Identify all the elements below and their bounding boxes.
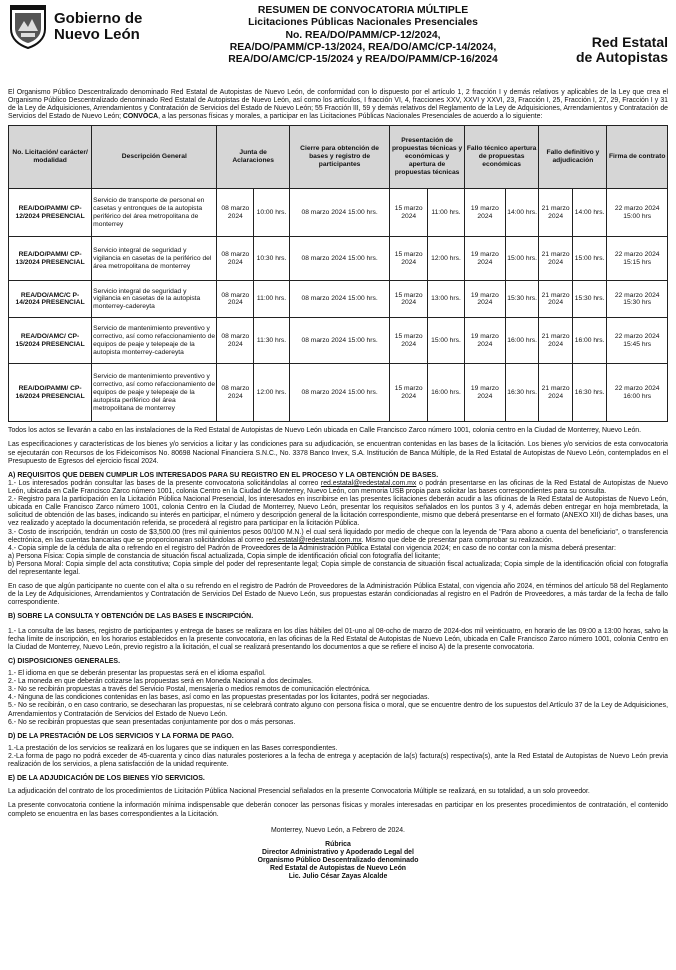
- clarification-date: 08 marzo 2024: [217, 237, 254, 281]
- technical-ruling-date: 19 marzo 2024: [464, 237, 505, 281]
- final-ruling-time: 16:30 hrs.: [572, 364, 607, 422]
- section-a-item-1: [8, 480, 668, 496]
- section-a-item-4b: b) Persona Moral: Copia simple del acta constitutiva; Copia simple del poder del representante legal; Copia simple de constancia de situación fiscal actualizada; Copia simple de la identificación oficial con fotografía del representante legal.: [8, 560, 668, 576]
- col-header: No. Licitación/ carácter/ modalidad: [9, 126, 92, 189]
- section-a-item-1-text-end: o podrán presentarse en las oficinas de la Red Estatal de Autopistas de Nuevo León, ubicada en Calle Francisco Zarco número 1001, colonia Centro en la Ciudad de Monterrey, Nuevo León, con memoria USB propia para solicitar las bases correspondientes para su consulta.: [8, 479, 668, 496]
- table-row: [9, 237, 668, 281]
- section-a-item-2: 2.- Registro para la participación en la Licitación Pública Nacional Presencial, los interesados en inscribirse en las presentes licitaciones deberán acudir a las oficinas de la Red Estatal de Autopistas de Nuevo León, ubicada en Calle Francisco Zarco número 1001, colonia Centro en la Ciudad de Monterrey, Nuevo León, presentar los requisitos señalados en los puntos 3 y 4, además deben entregar en hoja membretada, la solicitud de obtención de las bases, indicando su interés en participar, el número y descripción general de la licitación correspondiente, mismo que deberá presentarse en el formato (ANEXO XII) de dichas bases, una vez realizado y aceptado la documentación referida, se procederá al registro para participar en la licitación Pública.: [8, 496, 668, 528]
- clarification-time: 11:00 hrs.: [254, 281, 290, 318]
- section-a-item-3: [8, 529, 668, 545]
- contract-signing: 22 marzo 2024 15:30 hrs: [607, 281, 668, 318]
- place-date: Monterrey, Nuevo León, a Febrero de 2024.: [271, 826, 405, 834]
- section-d-item: 1.-La prestación de los servicios se realizará en los lugares que se indiquen en las Bases correspondientes.: [8, 744, 338, 752]
- section-d: [8, 733, 668, 769]
- org-logo: [558, 35, 668, 65]
- tender-table: [8, 125, 668, 422]
- intro-convoca: CONVOCA: [122, 113, 159, 121]
- proposal-time: 12:00 hrs.: [428, 237, 465, 281]
- tender-description: Servicio de mantenimiento preventivo y correctivo, así como refaccionamiento de equipos de peaje y telepeaje de la autopista periférico del área metropolitana de monterrey: [92, 364, 217, 422]
- final-ruling-time: 14:00 hrs.: [572, 189, 607, 237]
- title-line: REA/DO/AMC/CP-15/2024 y REA/DO/PAMM/CP-16/2024: [228, 54, 498, 66]
- gov-logo-line1: Gobierno de: [54, 10, 143, 27]
- registration-close: 08 marzo 2024 15:00 hrs.: [289, 318, 389, 364]
- tender-number: REA/DO/PAMM/ CP-12/2024 PRESENCIAL: [9, 189, 92, 237]
- intro-paragraph: [8, 89, 668, 121]
- proposal-date: 15 marzo 2024: [390, 281, 428, 318]
- col-header: Fallo técnico apertura de propuestas económicas: [464, 126, 539, 189]
- section-d-item: 2.-La forma de pago no podrá exceder de 45-cuarenta y cinco días naturales posteriores a la fecha de entrega y aceptación de la(s) factura(s) respectiva(s), ante la Red Estatal de Autopistas de Nuevo León previa realización de los servicios, a plena satisfacción de la unidad requirente.: [8, 753, 668, 769]
- table-row: [9, 281, 668, 318]
- tender-number: REA/DO/PAMM/ CP-16/2024 PRESENCIAL: [9, 364, 92, 422]
- intro-text2: , a las personas físicas y morales, a participar en las Licitaciones Públicas Nacionales Presenciales de acuerdo a lo siguiente:: [158, 113, 543, 121]
- contract-signing: 22 marzo 2024 16:00 hrs: [607, 364, 668, 422]
- signature-block: [8, 827, 668, 882]
- final-ruling-time: 16:00 hrs.: [572, 318, 607, 364]
- proposal-time: 15:00 hrs.: [428, 318, 465, 364]
- clarification-time: 11:30 hrs.: [254, 318, 290, 364]
- clarification-date: 08 marzo 2024: [217, 281, 254, 318]
- tender-description: Servicio integral de seguridad y vigilancia en casetas de la periférico del área metropolitana de monterrey: [92, 237, 217, 281]
- proposal-date: 15 marzo 2024: [390, 364, 428, 422]
- final-ruling-time: 15:30 hrs.: [572, 281, 607, 318]
- section-e-paragraph-1: La adjudicación del contrato de los procedimientos de Licitación Pública Nacional Presencial señalados en la presente Convocatoria Múltiple se realizará, en su totalidad, a un solo proveedor.: [8, 788, 590, 796]
- tender-number: REA/DO/AMC/ CP-15/2024 PRESENCIAL: [9, 318, 92, 364]
- final-ruling-date: 21 marzo 2024: [539, 364, 572, 422]
- col-header: Firma de contrato: [607, 126, 668, 189]
- signature-line: Organismo Público Descentralizado denominado: [257, 856, 419, 864]
- technical-ruling-time: 15:00 hrs.: [505, 237, 538, 281]
- tender-number: REA/DO/AMC/C P-14/2024 PRESENCIAL: [9, 281, 92, 318]
- technical-ruling-time: 16:30 hrs.: [505, 364, 538, 422]
- section-e: [8, 775, 668, 818]
- tender-description: Servicio integral de seguridad y vigilancia en casetas de la autopista monterrey-cadereyta: [92, 281, 217, 318]
- technical-ruling-date: 19 marzo 2024: [464, 281, 505, 318]
- notice-title: [168, 5, 558, 66]
- technical-ruling-time: 16:00 hrs.: [505, 318, 538, 364]
- intro-text: El Organismo Público Descentralizado denominado Red Estatal de Autopistas de Nuevo León, de conformidad con lo dispuesto por el artículo 1, 2 fracción I y demás relativos y aplicables de la Ley que crea el Organismo Público Descentralizado denominado Red Estatal de Autopistas de Nuevo León, así como los artículos, I fracción VI, 4, fracciones XXV, XXVI y XXVI, 23, Fracción I, 25, Fracción I, 27, 29, Fracción I y 31 de la Ley de Adquisiciones, Arrendamientos y Contratación de Servicios del Estado de Nuevo León; 55 Fracción III, 59 y demás relativos del Reglamento de la Ley de Adquisiciones, Arrendamientos y Contratación de Servicios del Estado de Nuevo León;: [8, 89, 668, 121]
- registration-close: 08 marzo 2024 15:00 hrs.: [289, 237, 389, 281]
- col-header: Junta de Aclaraciones: [217, 126, 289, 189]
- tender-number: REA/DO/PAMM/ CP-13/2024 PRESENCIAL: [9, 237, 92, 281]
- notice-page: [8, 5, 668, 960]
- registration-close: 08 marzo 2024 15:00 hrs.: [289, 364, 389, 422]
- contract-signing: 22 marzo 2024 15:00 hrs: [607, 189, 668, 237]
- final-ruling-time: 15:00 hrs.: [572, 237, 607, 281]
- proposal-time: 11:00 hrs.: [428, 189, 465, 237]
- final-ruling-date: 21 marzo 2024: [539, 281, 572, 318]
- clarification-time: 10:00 hrs.: [254, 189, 290, 237]
- proposal-time: 13:00 hrs.: [428, 281, 465, 318]
- title-line: REA/DO/PAMM/CP-13/2024, REA/DO/AMC/CP-14/2024,: [229, 41, 497, 53]
- technical-ruling-date: 19 marzo 2024: [464, 318, 505, 364]
- org-line2: de Autopistas: [575, 49, 668, 65]
- email-link[interactable]: red.estatal@redestatal.com.mx: [320, 479, 417, 487]
- section-c-item: 6.- No se recibirán propuestas que sean presentadas conjuntamente por dos o más personas.: [8, 718, 296, 726]
- gov-logo-line2: Nuevo León: [54, 26, 140, 43]
- section-a-item-4a: a) Persona Física: Copia simple de constancia de situación fiscal actualizada, Copia simple de identificación oficial con fotografía del licitante;: [8, 552, 441, 560]
- section-a-item-4: 4.- Copia simple de la cédula de alta o refrendo en el registro del Padrón de Proveedores de la Administración Pública Estatal con vigencia 2024; en caso de no contar con la misma deberá presentar:: [8, 544, 616, 552]
- org-line1: Red Estatal: [591, 34, 668, 50]
- state-seal-icon: [8, 5, 48, 49]
- section-a-note: En caso de que algún participante no cuente con el alta o su refrendo en el registro de Padrón de Proveedores de la Administración Pública Estatal, con vigencia año 2024, en términos del artículo 58 del Reglamento de la Ley de Adquisiciones, Arrendamientos y Contratación de Servicios Del Estado de Nuevo León, sus propuestas estarán condicionadas al registro en el Padrón de Proveedores, a más tardar de la fecha de fallo correspondiente.: [8, 583, 668, 607]
- email-link[interactable]: red.estatal@redestatal.com.mx: [266, 536, 362, 544]
- title-line: Licitaciones Públicas Nacionales Presenciales: [248, 17, 478, 29]
- section-e-title: E) DE LA ADJUDICACIÓN DE LOS BIENES Y/O SERVICIOS.: [8, 775, 205, 783]
- table-row: [9, 364, 668, 422]
- table-row: [9, 189, 668, 237]
- final-ruling-date: 21 marzo 2024: [539, 237, 572, 281]
- col-header: Fallo definitivo y adjudicación: [539, 126, 607, 189]
- registration-close: 08 marzo 2024 15:00 hrs.: [289, 189, 389, 237]
- government-logo: [8, 5, 168, 49]
- section-e-paragraph-2: La presente convocatoria contiene la información mínima indispensable que deberán conocer las personas físicas y morales interesadas en participar en los presentes procedimientos de contratación, el contenido completo se encuentra en las bases correspondientes a la Licitación.: [8, 802, 668, 818]
- signature-line: Director Administrativo y Apoderado Legal del: [262, 848, 414, 856]
- clarification-date: 08 marzo 2024: [217, 364, 254, 422]
- final-ruling-date: 21 marzo 2024: [539, 318, 572, 364]
- section-a: [8, 472, 668, 608]
- technical-ruling-time: 15:30 hrs.: [505, 281, 538, 318]
- table-row: [9, 318, 668, 364]
- proposal-date: 15 marzo 2024: [390, 237, 428, 281]
- clarification-date: 08 marzo 2024: [217, 189, 254, 237]
- signature-line: Red Estatal de Autopistas de Nuevo León: [269, 865, 407, 873]
- section-c-item: 3.- No se recibirán propuestas a través del Servicio Postal, mensajería o medios remotos de comunicación electrónica.: [8, 686, 371, 694]
- section-a-item-3-text: 3.- Costo de inscripción, tendrán un costo de $3,500.00 (tres mil quinientos pesos 00/100 M.N.) el cual será liquidado por medio de cheque con la leyenda de "Para abono a cuenta del beneficiario", o transferencia electrónica, en las cuentas bancarias que se proporcionaran solicitándolas al correo: [8, 528, 668, 544]
- contract-signing: 22 marzo 2024 15:15 hrs: [607, 237, 668, 281]
- section-c-item: 2.- La moneda en que deberán cotizarse las propuestas será en Moneda Nacional a dos decimales.: [8, 678, 313, 686]
- section-c-item: 4.- Ninguna de las condiciones contenidas en las bases, así como en las propuestas presentadas por los licitantes, podrá ser negociadas.: [8, 694, 430, 702]
- technical-ruling-time: 14:00 hrs.: [505, 189, 538, 237]
- final-ruling-date: 21 marzo 2024: [539, 189, 572, 237]
- col-header: Cierre para obtención de bases y registro de participantes: [289, 126, 389, 189]
- section-a-title: A) REQUISITOS QUE DEBEN CUMPLIR LOS INTERESADOS PARA SU REGISTRO EN EL PROCESO Y LA OBTENCIÓN DE BASES.: [8, 471, 439, 479]
- section-b: [8, 613, 668, 651]
- signature-line: Rúbrica: [325, 840, 351, 848]
- clarification-date: 08 marzo 2024: [217, 318, 254, 364]
- proposal-date: 15 marzo 2024: [390, 189, 428, 237]
- registration-close: 08 marzo 2024 15:00 hrs.: [289, 281, 389, 318]
- section-c-item: 1.- El idioma en que se deberán presentar las propuestas será en el idioma español.: [8, 670, 266, 678]
- title-line: No. REA/DO/PAMM/CP-12/2024,: [285, 29, 441, 41]
- header: [8, 5, 668, 89]
- section-b-title: B) SOBRE LA CONSULTA Y OBTENCIÓN DE LAS BASES E INSCRIPCIÓN.: [8, 613, 254, 621]
- tender-description: Servicio de transporte de personal en casetas y entronques de la autopista periférico del área metropolitana de monterrey: [92, 189, 217, 237]
- section-c-item: 5.- No se recibirán, o en caso contrario, se desecharan las propuestas, ni se celebrará contrato alguno con persona física o moral, que se encuentre dentro de los supuestos del Artículo 37 de la Ley de Adquisiciones, Arrendamientos y Contratación de Servicios del Estado de Nuevo León.: [8, 702, 668, 718]
- table-header-row: [9, 126, 668, 189]
- clarification-time: 10:30 hrs.: [254, 237, 290, 281]
- section-c: [8, 658, 668, 727]
- col-header: Descripción General: [92, 126, 217, 189]
- technical-ruling-date: 19 marzo 2024: [464, 189, 505, 237]
- section-a-item-3-text-end: . Mismo que debe de presentar para comprobar su realización.: [361, 536, 554, 544]
- tender-description: Servicio de mantenimiento preventivo y correctivo, así como refaccionamiento de equipos de peaje y telepeaje de la autopista monterrey-cadereyta: [92, 318, 217, 364]
- proposal-date: 15 marzo 2024: [390, 318, 428, 364]
- section-b-item-1: 1.- La consulta de las bases, registro de participantes y entrega de bases se realizara en los días hábiles del 01-uno al 08-ocho de marzo de 2024-dos mil veinticuatro, en horario de las 09:00 a 13:00 horas, salvo la fecha límite de inscripción, en los horarios establecidos en la presente convocatoria, en las oficinas de la Red Estatal de Autopistas de Nuevo León, ubicada en Calle Francisco Zarco número 1001, colonia Centro en la Ciudad de Monterrey, Nuevo León, previo registro a la licitación, el cual se realizará presentando los documentos a que se refiere el inciso A) de la presente convocatoria.: [8, 627, 668, 651]
- contract-signing: 22 marzo 2024 15:45 hrs: [607, 318, 668, 364]
- section-c-title: C) DISPOSICIONES GENERALES.: [8, 657, 121, 665]
- col-header: Presentación de propuestas técnicas y económicas y apertura de propuestas técnicas: [390, 126, 465, 189]
- section-d-title: D) DE LA PRESTACIÓN DE LOS SERVICIOS Y LA FORMA DE PAGO.: [8, 732, 234, 740]
- specifications-paragraph: Las especificaciones y características de los bienes y/o servicios a licitar y las condiciones para su adjudicación, se encuentran contenidas en las bases de la licitación. Los bienes y/o servicios de esta convocatoria se ejecutarán con Recursos de los Fideicomisos No. 80698 Nacional Financiera S.N.C., No. 3378 Banco Invex, S.A. Institución de Banca Múltiple, de la Red Estatal de Autopistas de Nuevo León, contemplados en el Presupuesto de Egresos del ejercicio fiscal 2024.: [8, 441, 668, 465]
- technical-ruling-date: 19 marzo 2024: [464, 364, 505, 422]
- signature-line: Lic. Julio César Zayas Alcalde: [288, 873, 388, 881]
- section-a-item-1-text: 1.- Los interesados podrán consultar las bases de la presente convocatoria solicitándolas al correo: [8, 479, 321, 487]
- proposal-time: 16:00 hrs.: [428, 364, 465, 422]
- venue-paragraph: Todos los actos se llevarán a cabo en las instalaciones de la Red Estatal de Autopistas de Nuevo León ubicada en Calle Francisco Zarco número 1001, colonia centro en la Ciudad de Monterrey, Nuevo León.: [8, 427, 642, 435]
- title-line: RESUMEN DE CONVOCATORIA MÚLTIPLE: [257, 5, 469, 16]
- clarification-time: 12:00 hrs.: [254, 364, 290, 422]
